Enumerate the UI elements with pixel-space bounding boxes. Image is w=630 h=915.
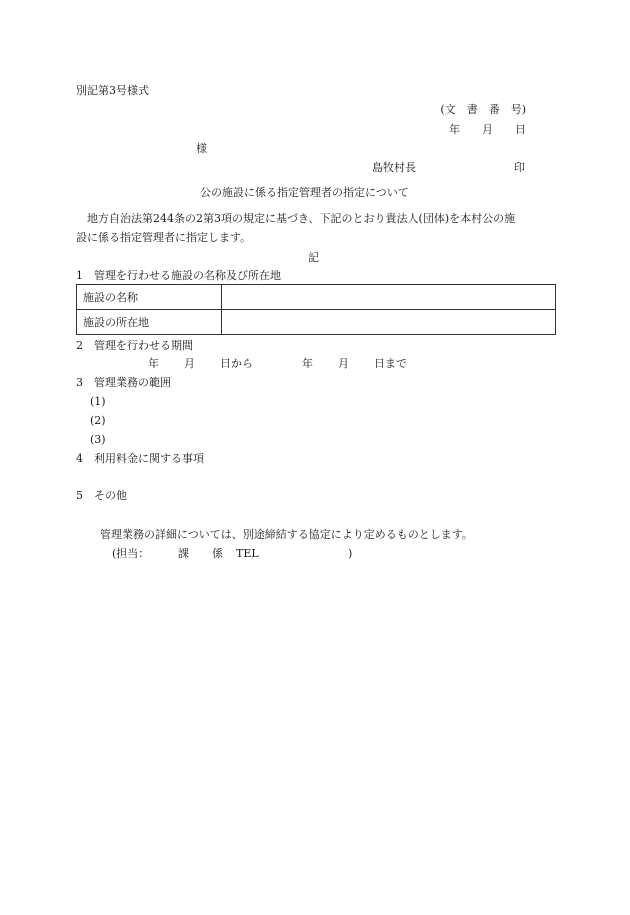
body-line-2: 設に係る指定管理者に指定します。 [76, 231, 252, 244]
period-end-year: 年 [302, 357, 313, 370]
facility-location-value [222, 310, 556, 335]
scope-item-2: (2) [90, 414, 106, 427]
period-start-day: 日から [220, 357, 253, 370]
contact-prefix: (担当： [112, 547, 150, 560]
contact-tel: TEL [236, 547, 259, 560]
period-end-day: 日まで [374, 357, 407, 370]
facility-table [76, 284, 556, 335]
note-text: 管理業務の詳細については、別途締結する協定により定めるものとします。 [100, 528, 473, 541]
date-line: 年 月 日 [449, 123, 526, 136]
section-1-heading: 1 管理を行わせる施設の名称及び所在地 [76, 269, 281, 282]
section-5-heading: 5 その他 [76, 489, 127, 502]
table-row [77, 310, 556, 335]
contact-unit: 係 [212, 547, 223, 560]
scope-item-1: (1) [90, 395, 106, 408]
seal-mark: 印 [514, 161, 525, 174]
period-start-month: 月 [184, 357, 195, 370]
period-end-month: 月 [338, 357, 349, 370]
issuer-name: 島牧村長 [372, 161, 416, 174]
section-3-heading: 3 管理業務の範囲 [76, 376, 171, 389]
period-start-year: 年 [148, 357, 159, 370]
document-number: (文 書 番 号) [440, 103, 526, 116]
form-number: 別記第3号様式 [76, 84, 149, 97]
facility-name-value [222, 285, 556, 310]
facility-name-label: 施設の名称 [77, 285, 222, 310]
contact-close: ) [348, 547, 353, 560]
ki-heading: 記 [308, 251, 319, 264]
document-title: 公の施設に係る指定管理者の指定について [200, 186, 409, 199]
contact-section: 課 [178, 547, 189, 560]
addressee-suffix: 様 [196, 142, 207, 155]
table-row [77, 285, 556, 310]
body-text [76, 209, 558, 247]
facility-location-label: 施設の所在地 [77, 310, 222, 335]
section-4-heading: 4 利用料金に関する事項 [76, 452, 204, 465]
section-2-heading: 2 管理を行わせる期間 [76, 339, 193, 352]
scope-item-3: (3) [90, 433, 106, 446]
body-line-1: 地方自治法第244条の2第3項の規定に基づき、下記のとおり貴法人(団体)を本村公の施 [76, 212, 516, 225]
